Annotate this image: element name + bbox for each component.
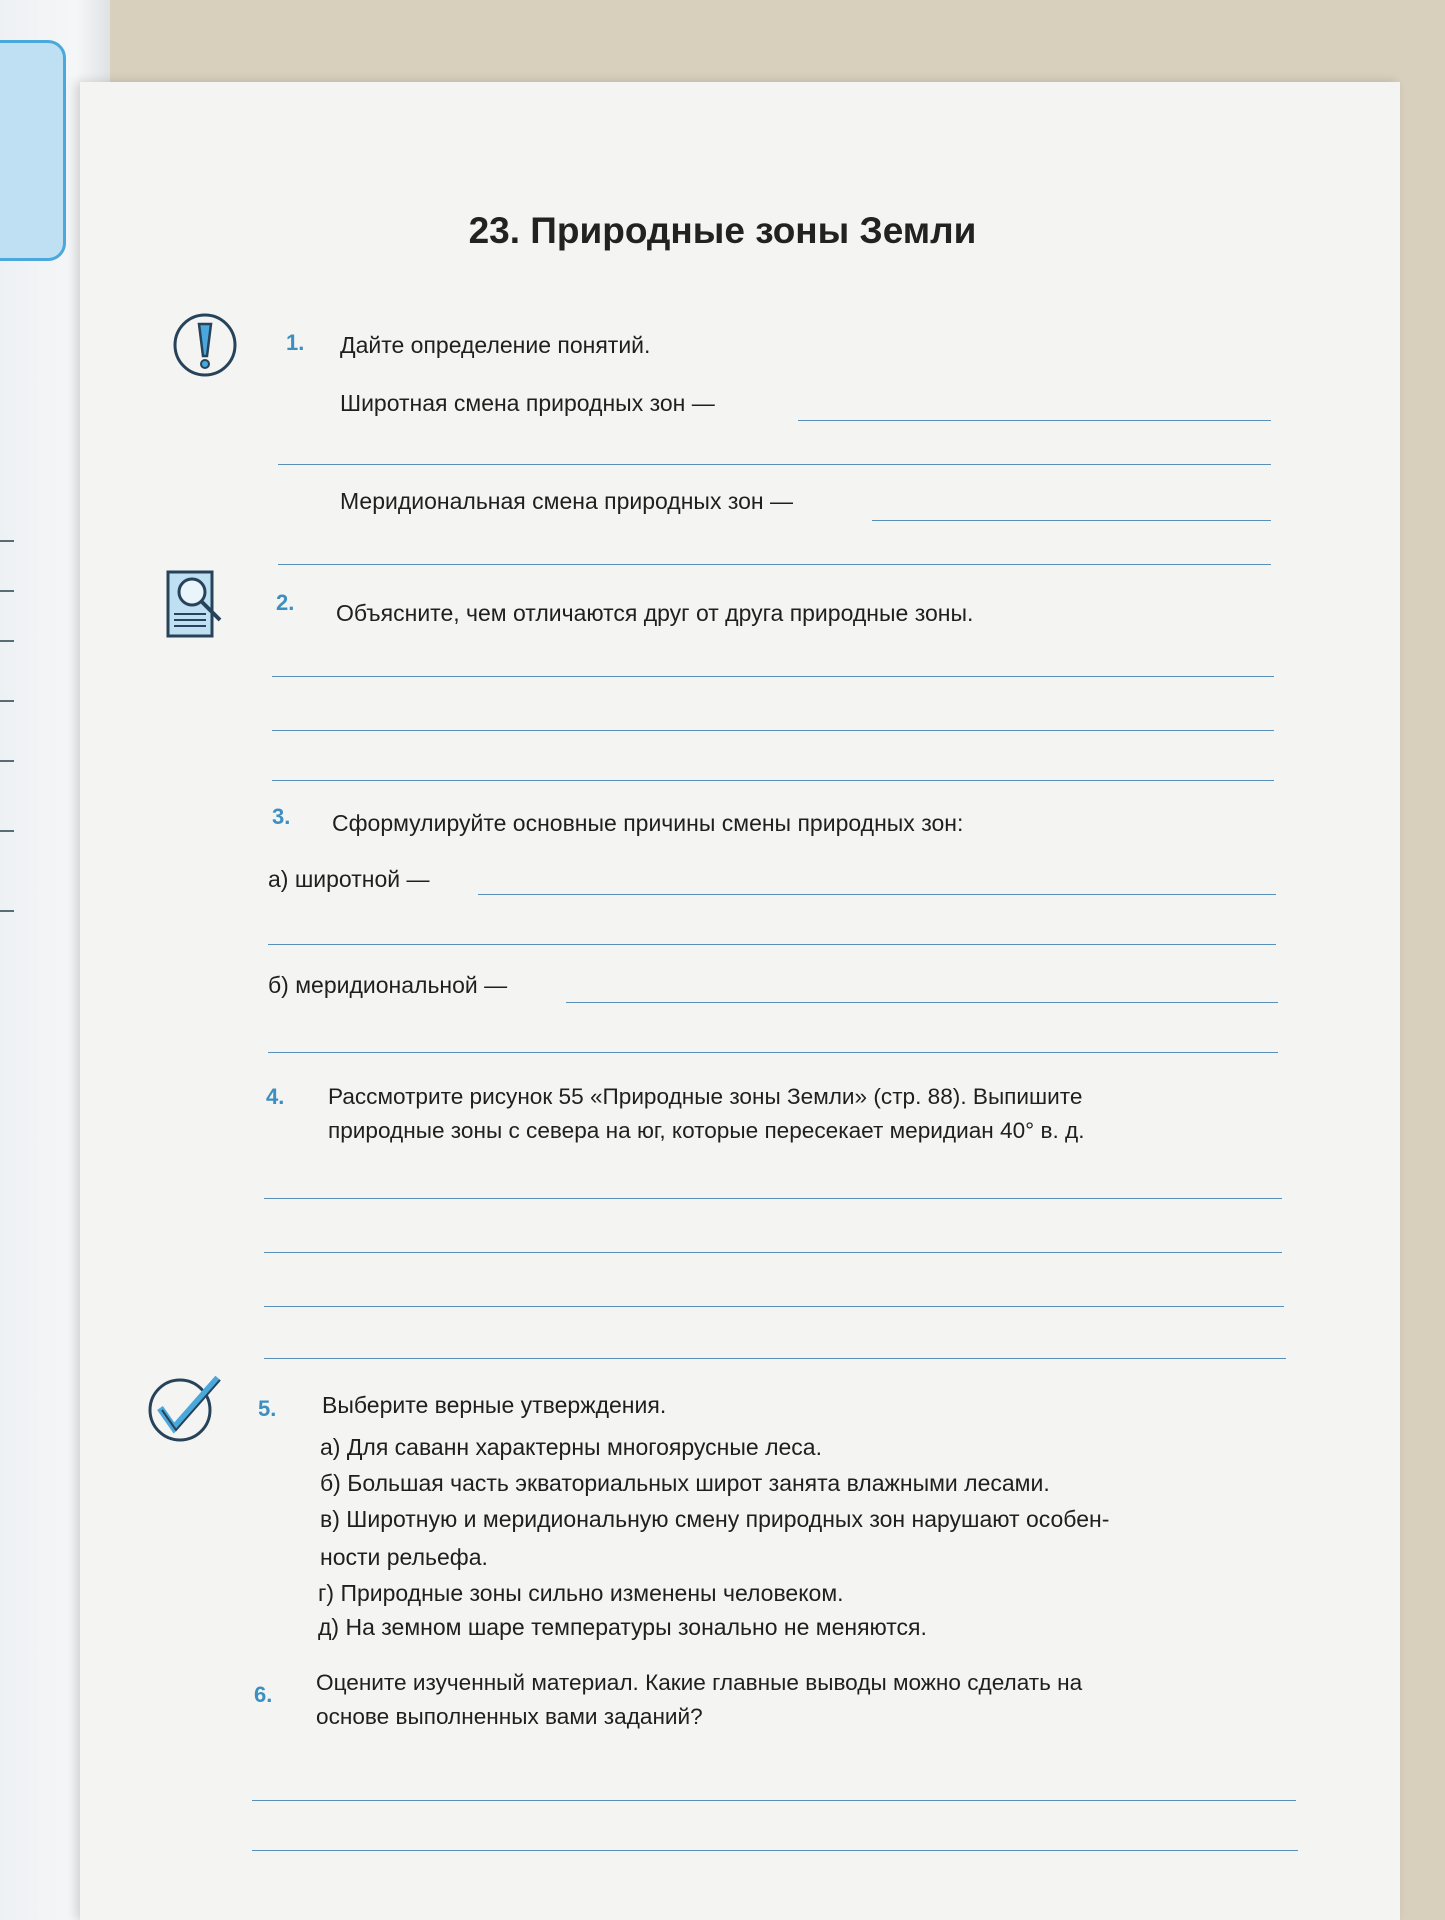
statement-option[interactable]: д) На земном шаре температуры зонально не меняются. xyxy=(318,1614,927,1640)
task-number: 2. xyxy=(276,590,295,615)
answer-line[interactable] xyxy=(264,1252,1282,1253)
margin-tick xyxy=(0,640,14,642)
page-title: 23. Природные зоны Земли xyxy=(468,210,977,251)
definition-label: Меридиональная смена природных зон — xyxy=(340,488,794,514)
reason-label: а) широтной — xyxy=(268,866,430,892)
workbook-page xyxy=(80,82,1400,1920)
margin-tick xyxy=(0,910,14,912)
statement-option[interactable]: а) Для саванн характерны многоярусные леса. xyxy=(320,1434,822,1460)
answer-line[interactable] xyxy=(798,420,1271,421)
checkmark-icon xyxy=(144,1372,228,1444)
answer-line[interactable] xyxy=(278,464,1271,465)
task-text: природные зоны с севера на юг, которые пересекает меридиан 40° в. д. xyxy=(328,1118,1085,1143)
definition-label: Широтная смена природных зон — xyxy=(340,390,715,416)
answer-line[interactable] xyxy=(264,1358,1286,1359)
task-number: 5. xyxy=(258,1396,277,1421)
task-text: Объясните, чем отличаются друг от друга природные зоны. xyxy=(336,600,974,626)
magnifier-document-icon xyxy=(166,570,226,640)
statement-option[interactable]: в) Широтную и меридиональную смену природных зон нарушают особен- xyxy=(320,1506,1110,1532)
answer-line[interactable] xyxy=(278,564,1271,565)
statement-option-continued: ности рельефа. xyxy=(320,1544,488,1570)
answer-line[interactable] xyxy=(268,944,1276,945)
answer-line[interactable] xyxy=(252,1850,1298,1851)
statement-option[interactable]: г) Природные зоны сильно изменены человеком. xyxy=(318,1580,844,1606)
reason-label: б) меридиональной — xyxy=(268,972,508,998)
task-number: 4. xyxy=(266,1084,285,1109)
margin-tick xyxy=(0,700,14,702)
answer-line[interactable] xyxy=(272,780,1274,781)
margin-tick xyxy=(0,830,14,832)
task-number: 1. xyxy=(286,330,305,355)
answer-line[interactable] xyxy=(872,520,1271,521)
answer-line[interactable] xyxy=(478,894,1276,895)
task-text: Выберите верные утверждения. xyxy=(322,1392,667,1418)
answer-line[interactable] xyxy=(272,676,1274,677)
answer-line[interactable] xyxy=(566,1002,1278,1003)
answer-line[interactable] xyxy=(264,1306,1284,1307)
answer-line[interactable] xyxy=(268,1052,1278,1053)
answer-line[interactable] xyxy=(272,730,1274,731)
task-number: 3. xyxy=(272,804,291,829)
margin-tick xyxy=(0,760,14,762)
task-text: Дайте определение понятий. xyxy=(340,332,651,358)
task-number: 6. xyxy=(254,1682,273,1707)
task-text: Оцените изученный материал. Какие главные выводы можно сделать на xyxy=(316,1670,1083,1695)
statement-option[interactable]: б) Большая часть экваториальных широт занята влажными лесами. xyxy=(320,1470,1050,1496)
exclamation-icon xyxy=(172,312,238,378)
answer-line[interactable] xyxy=(252,1800,1296,1801)
margin-tick xyxy=(0,540,14,542)
task-text: Рассмотрите рисунок 55 «Природные зоны Земли» (стр. 88). Выпишите xyxy=(328,1084,1083,1109)
task-text: Сформулируйте основные причины смены природных зон: xyxy=(332,810,964,836)
answer-line[interactable] xyxy=(264,1198,1282,1199)
margin-tick xyxy=(0,590,14,592)
task-text: основе выполненных вами заданий? xyxy=(316,1704,703,1729)
